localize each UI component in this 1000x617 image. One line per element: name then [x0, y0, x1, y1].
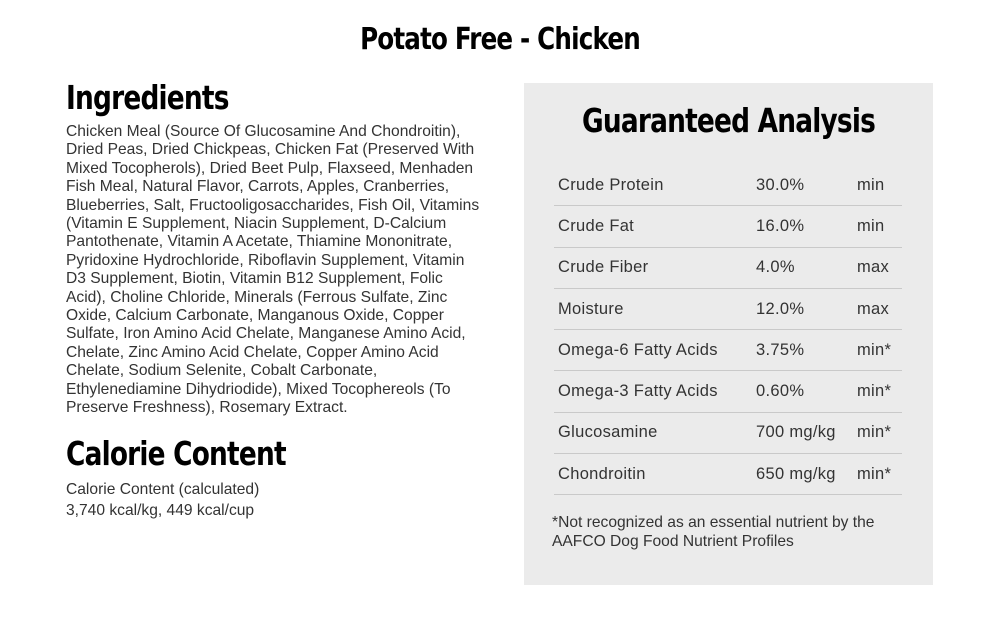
table-row [554, 206, 902, 247]
ingredients-text: Chicken Meal (Source Of Glucosamine And Chondroitin), Dried Peas, Dried Chickpeas, Chicken Fat (Preserved With Mixed Tocopherols), Dried Beet Pulp, Flaxseed, Menhaden Fish Meal, Natural Flavor, Carrots, Apples, Cranberries, Blueberries, Salt, Fructooligosaccharides, Fish Oil, Vitamins (Vitamin E Supplement, Niacin Supplement, D-Calcium Pantothenate, Vitamin A Acetate, Thiamine Mononitrate, Pyridoxine Hydrochloride, Riboflavin Supplement, Vitamin D3 Supplement, Biotin, Vitamin B12 Supplement, Folic Acid), Choline Chloride, Minerals (Ferrous Sulfate, Zinc Oxide, Calcium Carbonate, Manganous Oxide, Copper Sulfate, Iron Amino Acid Chelate, Manganese Amino Acid, Chelate, Zinc Amino Acid Chelate, Copper Amino Acid Chelate, Sodium Selenite, Cobalt Carbonate, Ethylenediamine Dihydriodide), Mixed Tocophereols (To Preserve Freshness), Rosemary Extract. [66, 123, 480, 417]
calorie-heading: Calorie Content [66, 433, 286, 473]
nutrient-qualifier: max [857, 299, 890, 318]
nutrient-name: Crude Protein [558, 175, 664, 194]
table-row [554, 165, 902, 206]
nutrient-qualifier: min* [857, 382, 892, 401]
guaranteed-analysis-panel [524, 83, 933, 585]
nutrient-qualifier: min [857, 175, 885, 194]
nutrient-value: 700 mg/kg [756, 423, 836, 442]
nutrient-name: Omega-3 Fatty Acids [558, 382, 718, 401]
nutrient-name: Glucosamine [558, 423, 658, 442]
nutrient-value: 16.0% [756, 216, 805, 235]
calorie-content [66, 479, 486, 521]
table-row [554, 413, 902, 454]
nutrient-qualifier: max [857, 258, 890, 277]
nutrient-name: Omega-6 Fatty Acids [558, 340, 718, 359]
analysis-footnote: *Not recognized as an essential nutrient by the AAFCO Dog Food Nutrient Profiles [552, 514, 875, 550]
nutrient-name: Crude Fiber [558, 258, 649, 277]
nutrient-name: Moisture [558, 299, 624, 318]
calorie-line-1: Calorie Content (calculated) [66, 480, 260, 498]
analysis-heading: Guaranteed Analysis [581, 101, 875, 140]
ingredients-heading: Ingredients [66, 78, 229, 117]
table-row [554, 371, 902, 412]
nutrient-value: 12.0% [756, 299, 805, 318]
nutrient-value: 4.0% [756, 258, 795, 277]
nutrient-value: 0.60% [756, 382, 805, 401]
table-row [554, 248, 902, 289]
nutrient-qualifier: min* [857, 340, 892, 359]
left-column [66, 78, 486, 521]
table-row [554, 454, 902, 495]
nutrient-value: 3.75% [756, 340, 805, 359]
table-row [554, 289, 902, 330]
nutrient-qualifier: min* [857, 464, 892, 483]
nutrient-name: Crude Fat [558, 216, 635, 235]
nutrient-qualifier: min* [857, 423, 892, 442]
analysis-table [554, 165, 902, 495]
calorie-line-2: 3,740 kcal/kg, 449 kcal/cup [66, 501, 255, 519]
nutrient-name: Chondroitin [558, 464, 646, 483]
nutrient-value: 30.0% [756, 175, 805, 194]
page-title: Potato Free - Chicken [360, 22, 640, 57]
nutrient-value: 650 mg/kg [756, 464, 836, 483]
table-row [554, 330, 902, 371]
nutrient-qualifier: min [857, 216, 885, 235]
